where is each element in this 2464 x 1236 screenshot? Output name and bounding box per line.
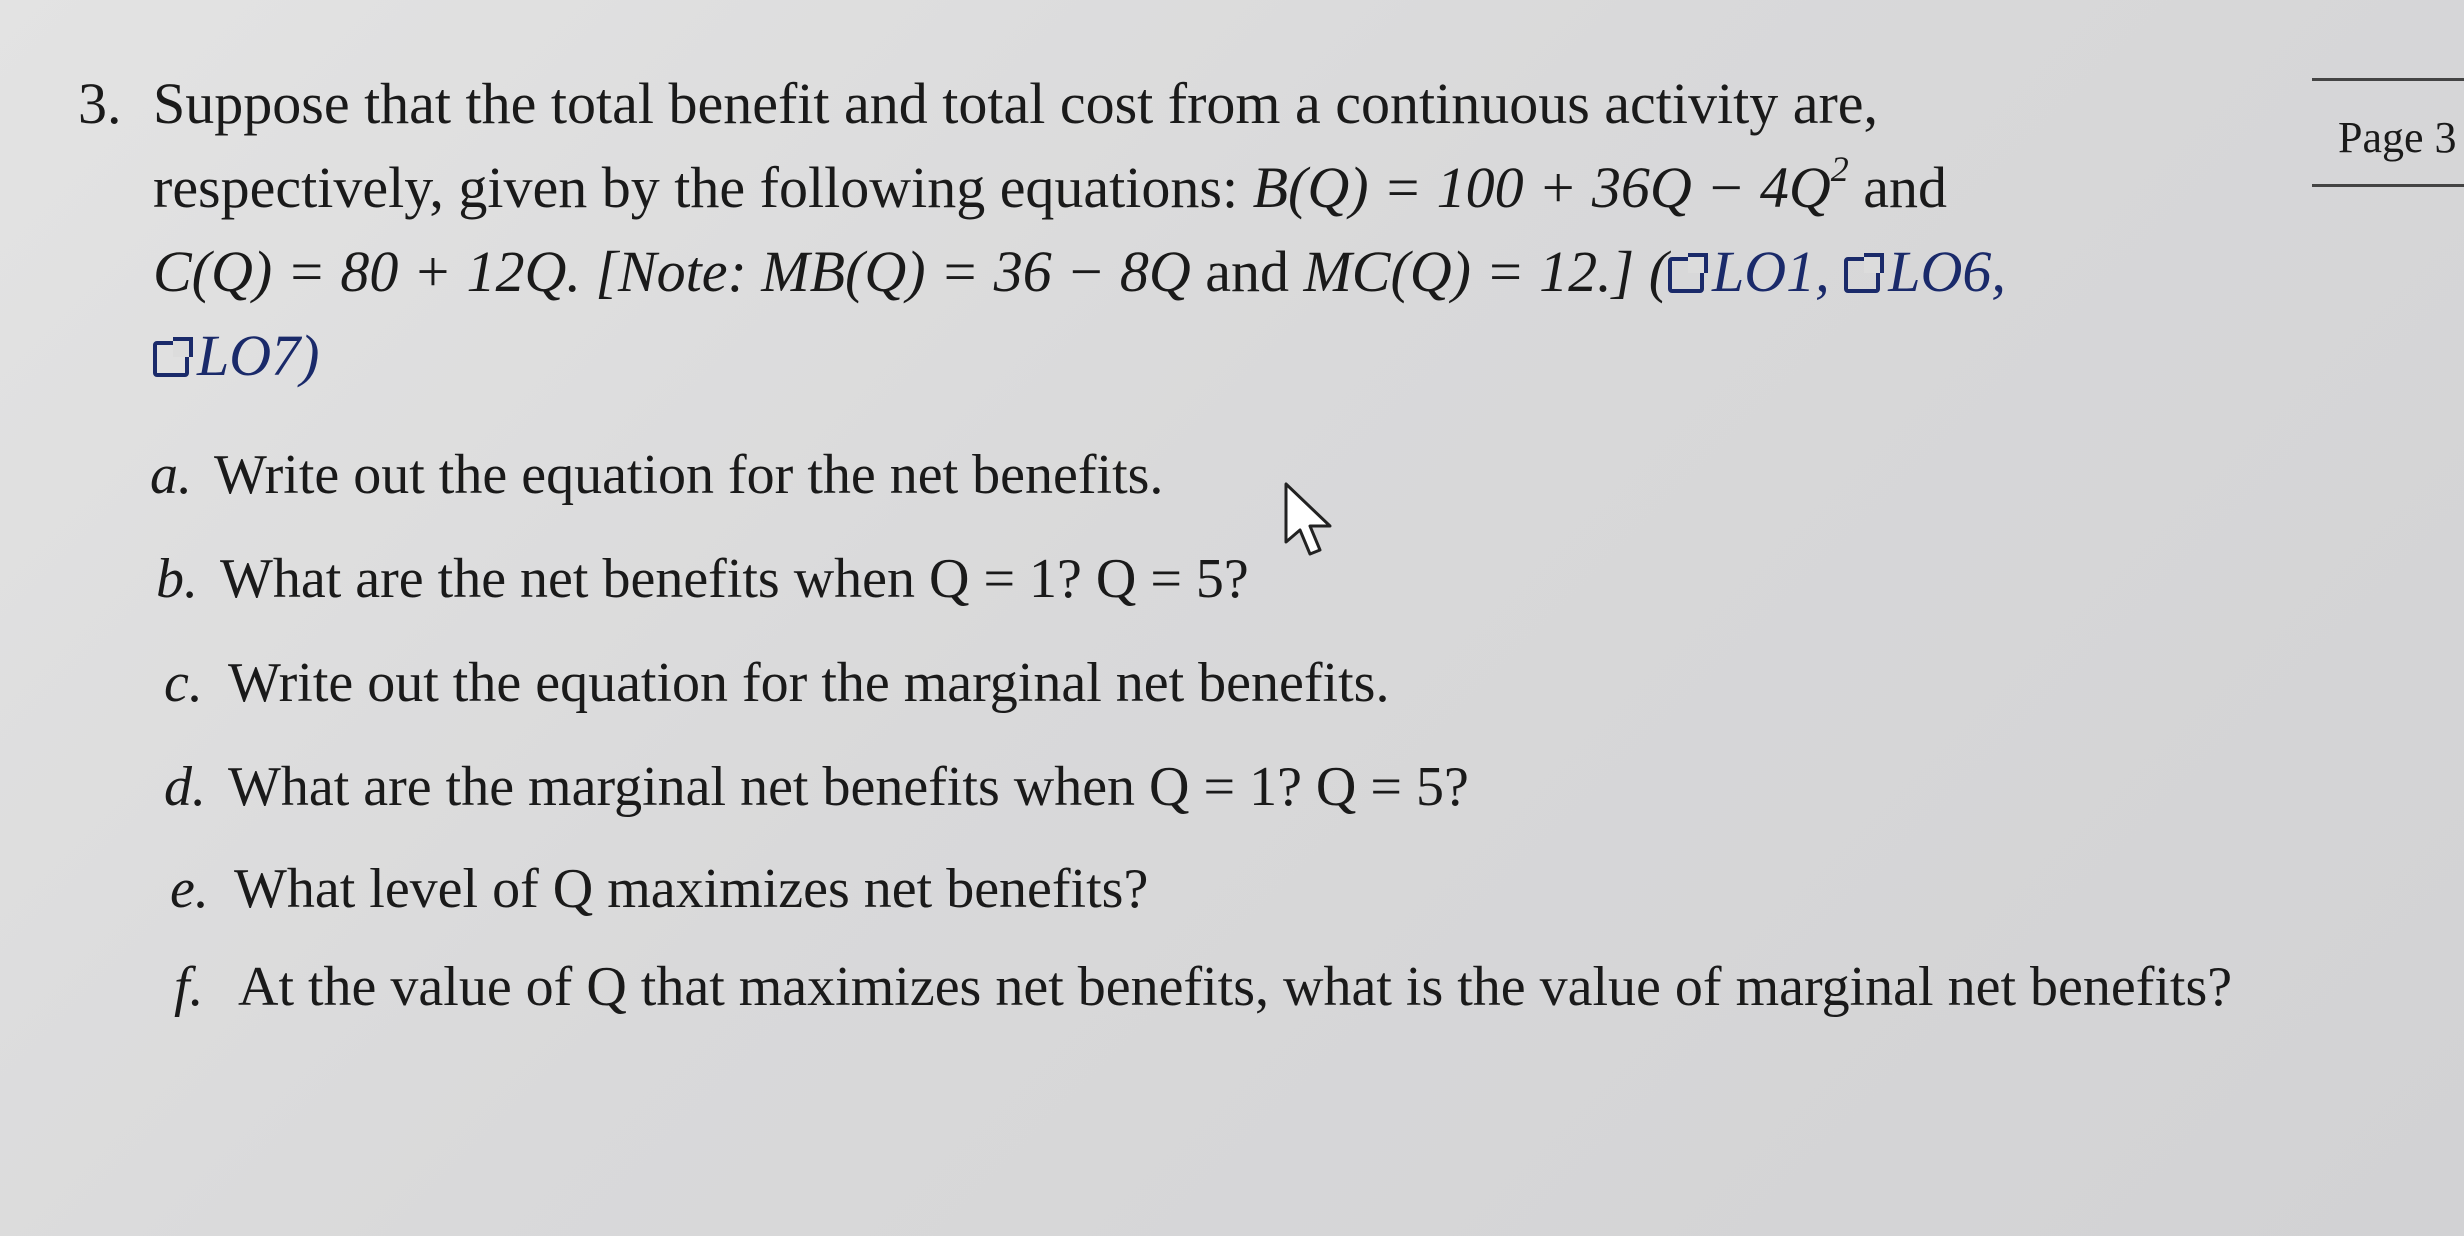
external-link-icon — [1668, 257, 1704, 293]
cost-equation: C(Q) = 80 + 12Q. [ — [153, 239, 618, 304]
external-link-icon — [153, 341, 189, 377]
problem-stem — [153, 62, 2353, 398]
part-text: Write out the equation for the net benefits. — [214, 444, 1164, 506]
lo7-link[interactable]: LO7) — [153, 323, 319, 388]
lo6-link[interactable]: LO6, — [1844, 239, 2006, 304]
part-letter: a. — [150, 444, 192, 506]
stem-and: and — [1848, 155, 1947, 220]
stem-and-2: and — [1190, 239, 1304, 304]
part-text: What are the marginal net benefits when Q = 1? Q = 5? — [228, 756, 1469, 818]
part-e — [170, 854, 1148, 924]
stem-line-2 — [153, 146, 2353, 230]
external-link-icon — [1844, 257, 1880, 293]
mc-equation: MC(Q) = 12.] ( — [1303, 239, 1669, 304]
page-marker — [2312, 72, 2464, 190]
part-d — [164, 752, 1469, 822]
problem-number: 3. — [78, 71, 122, 136]
part-letter: e. — [170, 858, 209, 920]
page-marker-rule-top — [2312, 78, 2464, 81]
part-letter: d. — [164, 756, 206, 818]
stem-line-1: Suppose that the total benefit and total cost from a continuous activity are, — [153, 71, 1879, 136]
part-text: What are the net benefits when Q = 1? Q = 5? — [220, 548, 1249, 610]
benefit-exponent: 2 — [1830, 149, 1849, 189]
note-label: Note — [617, 239, 728, 304]
part-text: At the value of Q that maximizes net benefits, what is the value of marginal net benefits? — [238, 956, 2233, 1018]
part-letter: b. — [156, 548, 198, 610]
part-letter: f. — [174, 956, 204, 1018]
part-f — [174, 952, 2232, 1022]
part-c — [164, 648, 1389, 718]
mb-equation: : MB(Q) = 36 − 8Q — [727, 239, 1191, 304]
arrow-cursor-icon — [1282, 482, 1342, 562]
stem-line-4 — [153, 314, 2353, 398]
benefit-equation: B(Q) = 100 + 36Q − 4Q — [1252, 155, 1831, 220]
page-marker-rule-bottom — [2312, 184, 2464, 187]
lo1-link[interactable]: LO1, — [1668, 239, 1830, 304]
part-letter: c. — [164, 652, 203, 714]
part-b — [156, 544, 1249, 614]
part-a — [150, 440, 1163, 510]
part-text: Write out the equation for the marginal net benefits. — [228, 652, 1390, 714]
part-text: What level of Q maximizes net benefits? — [234, 858, 1149, 920]
stem-line-3 — [153, 230, 2353, 314]
stem-text: respectively, given by the following equations: — [153, 155, 1253, 220]
page-label: Page 3 — [2338, 113, 2457, 162]
